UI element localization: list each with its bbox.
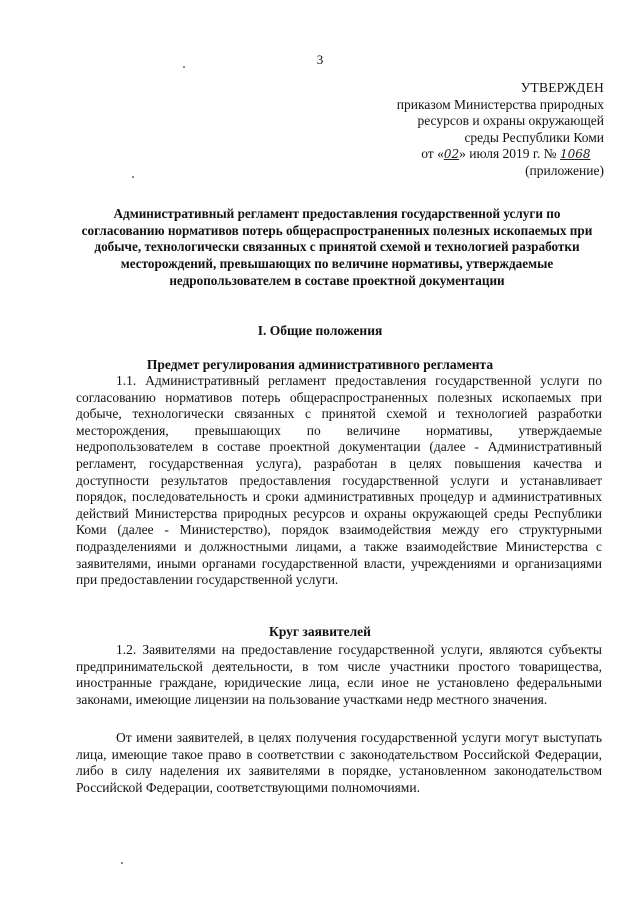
handwritten-day: 02 [443, 147, 460, 161]
subsection-heading-subject: Предмет регулирования административного регламента [146, 357, 494, 372]
date-prefix: от « [421, 146, 444, 161]
approval-block [397, 80, 604, 179]
scan-dot [121, 862, 123, 864]
paragraph-1-2-text: 1.2. Заявителями на предоставление государственной услуги, являются субъекты предпринимательской деятельности, в том числе участники простого товарищества, иностранные граждане, юридические лица, если иное не установлено федеральными законами, имеющие лицензии на пользование участками недр местного значения. [76, 642, 602, 707]
approval-note: (приложение) [525, 162, 604, 178]
paragraph-1-1-text: 1.1. Административный регламент предоставления государственной услуги по согласованию нормативов потерь общераспространенных полезных ископаемых при добыче, технологически связанных с принятой схемой и технологией разработки месторождения, превышающих по величине нормативы, утверждаемые недропользователем в составе проектной документации (далее - Административный регламент, государственная услуга), разработан в целях повышения качества и доступности результатов предоставления государственной услуги и устанавливает порядок, последовательность и сроки административных процедур и административных действий Министерства природных ресурсов и охраны окружающей среды Республики Коми (далее - Министерство), порядок взаимодействия между его структурными подразделениями и должностными лицами, а также взаимодействие Министерства с заявителями, иными органами государственной власти, учреждениями и организациями при предоставлении государственной услуги. [76, 373, 602, 588]
paragraph-1-2 [76, 642, 602, 708]
approval-line-3: среды Республики Коми [464, 129, 604, 145]
subsection-heading-applicants: Круг заявителей [269, 624, 371, 639]
scan-dot [132, 176, 134, 178]
document-title: Административный регламент предоставления государственной услуги по согласованию нормативов потерь общераспространенных полезных ископаемых при добыче, технологически связанных с принятой схемой и технологией разработки месторождений, превышающих по величине нормативы, утверждаемые недропользователем в составе проектной документации [81, 206, 593, 288]
handwritten-number: 1068 [559, 147, 591, 161]
approval-heading: УТВЕРЖДЕН [520, 80, 604, 95]
approval-date-line [397, 146, 604, 163]
date-middle: » июля 2019 г. № [459, 146, 557, 161]
approval-line-1: приказом Министерства природных [396, 96, 604, 112]
page-number: 3 [316, 52, 324, 67]
scan-dot [183, 66, 185, 68]
section-heading-general: I. Общие положения [257, 323, 383, 338]
paragraph-1-2b-text: От имени заявителей, в целях получения государственной услуги могут выступать лица, имеющие такое право в соответствии с законодательством Российской Федерации, либо в силу наделения их заявителями в порядке, установленном законодательством Российской Федерации, соответствующими полномочиями. [76, 730, 602, 795]
approval-line-2: ресурсов и охраны окружающей [417, 113, 604, 128]
paragraph-1-1 [76, 373, 602, 589]
paragraph-1-2-continued [76, 730, 602, 796]
